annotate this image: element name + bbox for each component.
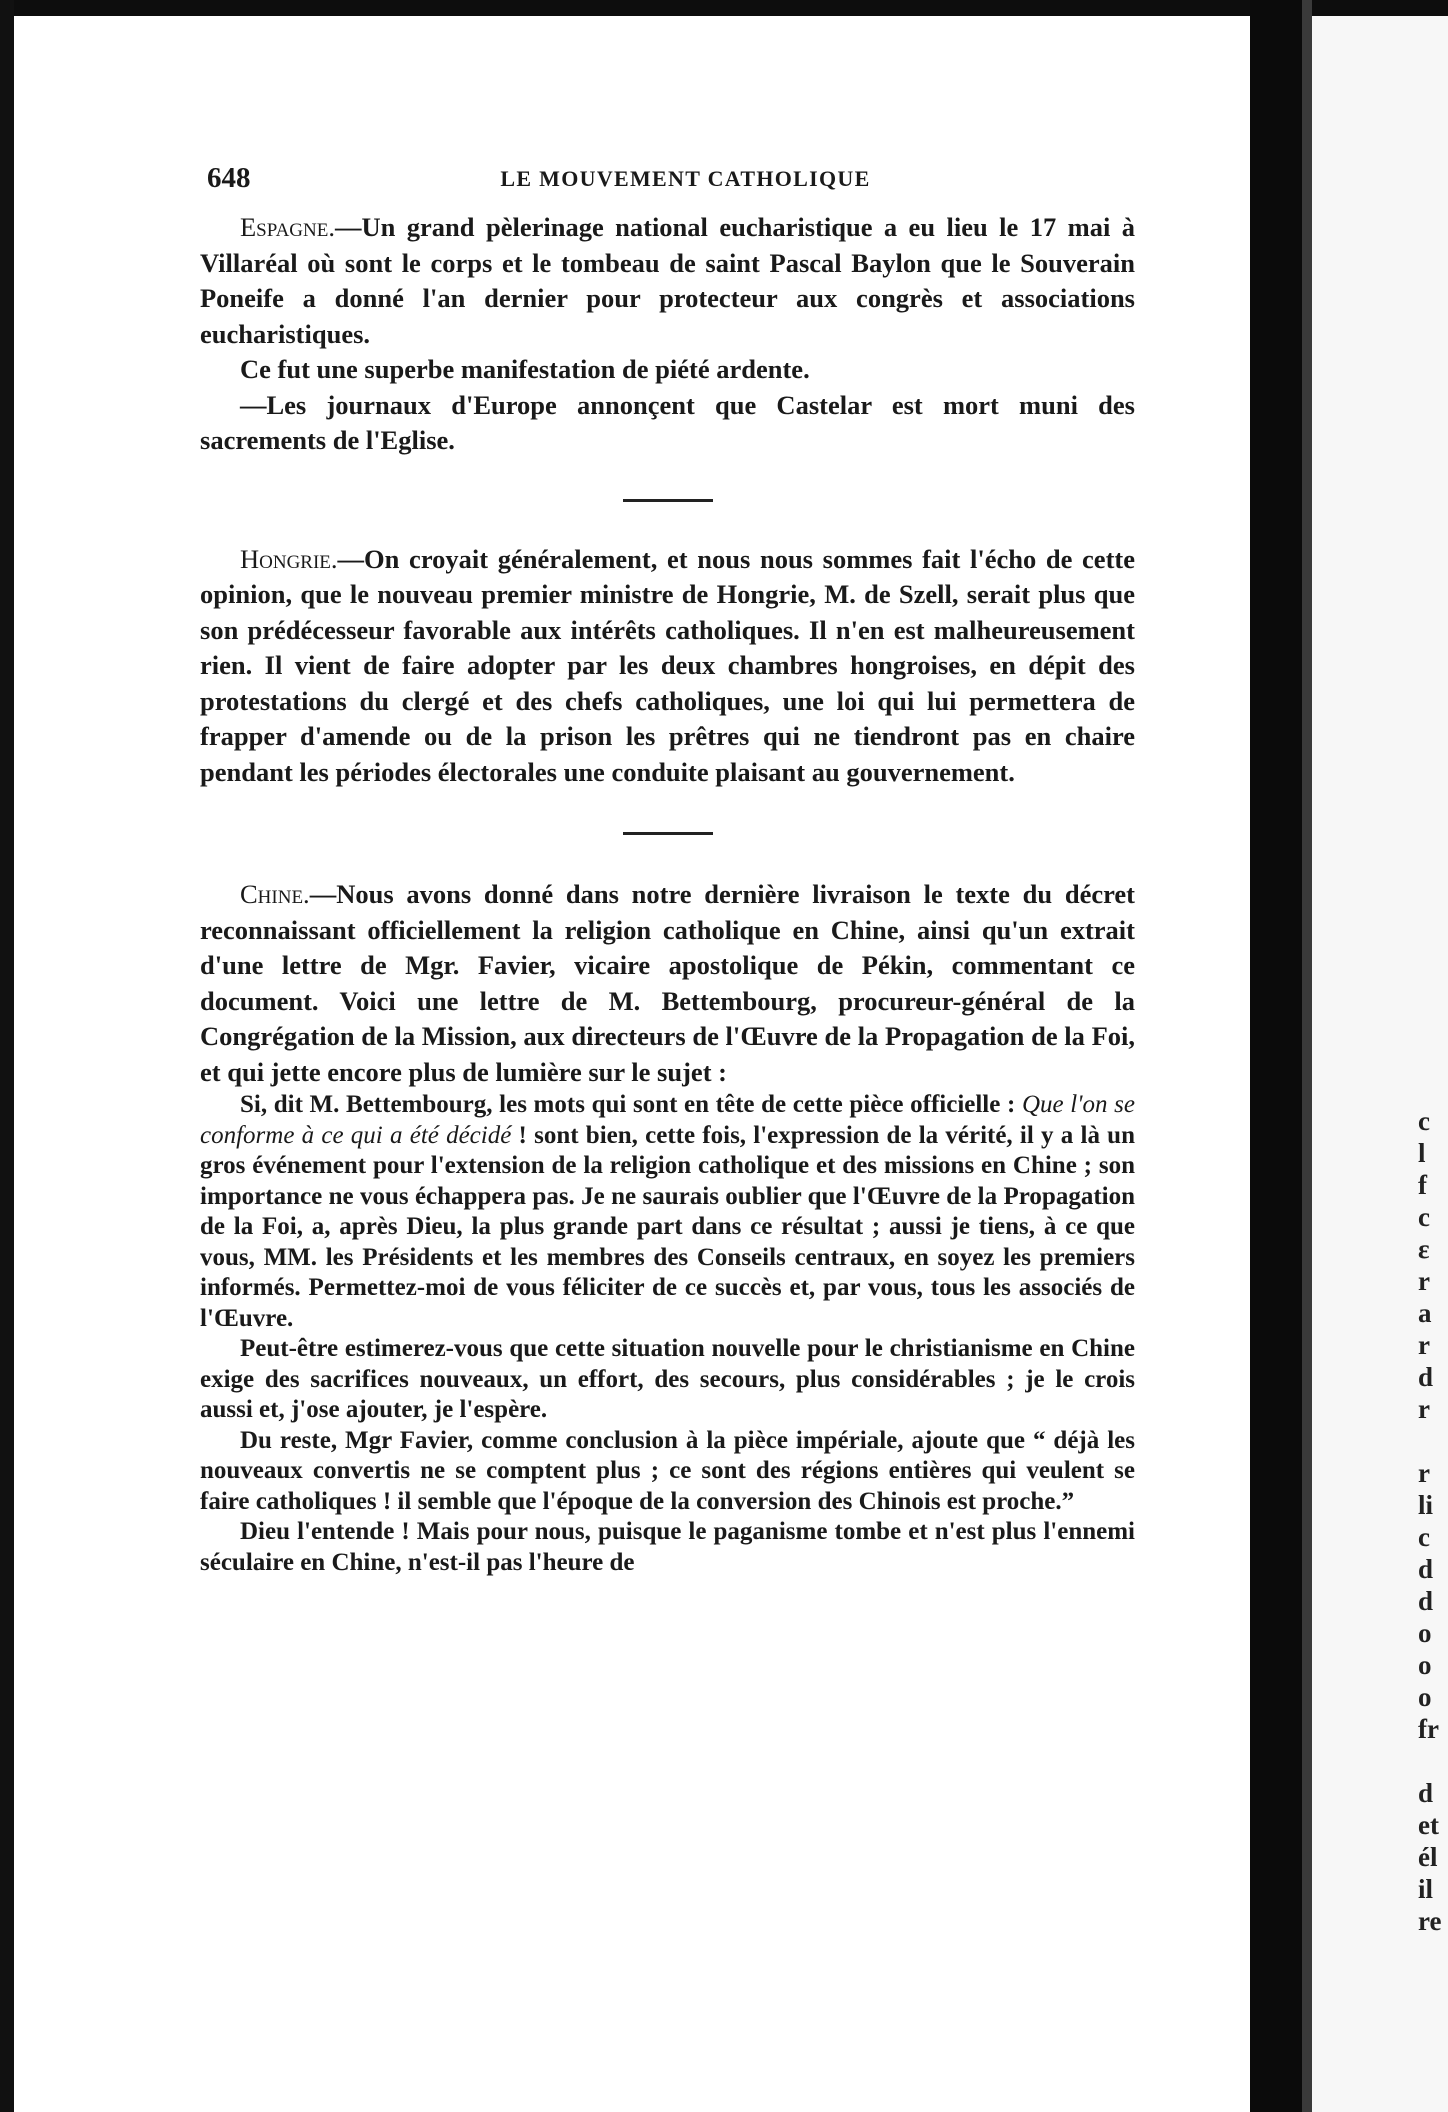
quoted-letter-paragraph-3: Du reste, Mgr Favier, comme conclusion à la pièce impériale, ajoute que “ déjà les nouveaux convertis ne se comptent plus ; ce sont des régions entières qui veulent se faire catholiques ! il semble que l'époque de la conversion des Chinois est proche.” [200, 1426, 1135, 1515]
gutter-edge [1302, 0, 1312, 2112]
facing-page-fragment: r [1418, 1266, 1430, 1296]
section-divider [623, 832, 713, 835]
facing-page-fragment: d [1418, 1554, 1434, 1584]
facing-page-fragment: r [1418, 1330, 1430, 1360]
facing-page-fragment: il [1418, 1874, 1434, 1904]
scan-left-border [0, 0, 14, 2112]
closing-paragraph: Dieu l'entende ! Mais pour nous, puisque le paganisme tombe et n'est plus l'ennemi séculaire en Chine, n'est-il pas l'heure de [200, 1518, 1135, 1576]
facing-page-fragment: re [1418, 1906, 1442, 1936]
section-divider [623, 499, 713, 502]
facing-page-fragment: l [1418, 1138, 1426, 1168]
section-label-chine: Chine. [240, 879, 310, 909]
hongrie-text: —On croyait généralement, et nous nous sommes fait l'écho de cette opinion, que le nouveau premier ministre de Hongrie, M. de Szell, serait plus que son prédécesseur favorable aux intérêts catholiques. Il n'en est malheureusement rien. Il vient de faire adopter par les deux chambres hongroises, en dépit des protestations du clergé et des chefs catholiques, une loi qui lui permettera de frapper d'amende ou de la prison les prêtres qui ne tiendront pas en chaire pendant les périodes électorales une conduite plaisant au gouvernement. [200, 543, 1135, 787]
facing-page-fragment: d [1418, 1778, 1434, 1808]
section-label-espagne: Espagne. [240, 212, 335, 242]
facing-page-fragment: d [1418, 1586, 1434, 1616]
espagne-paragraph-3: —Les journaux d'Europe annonçent que Castelar est mort muni des sacrements de l'Eglise. [200, 389, 1135, 455]
espagne-text: —Un grand pèlerinage national eucharistique a eu lieu le 17 mai à Villaréal où sont le corps et le tombeau de saint Pascal Baylon que le Souverain Poneife a donné l'an dernier pour protecteur aux congrès et associations eucharistiques. [200, 212, 1135, 349]
book-page [200, 160, 1135, 1578]
quoted-letter-paragraph-2: Peut-être estimerez-vous que cette situation nouvelle pour le christianisme en Chine exige des sacrifices nouveaux, un effort, des secours, plus considérables ; je le crois aussi et, j'ose ajouter, je l'espère. [200, 1335, 1135, 1423]
facing-page-fragment: d [1418, 1362, 1434, 1392]
espagne-paragraph-2: Ce fut une superbe manifestation de piété ardente. [240, 354, 810, 384]
quote-text: ! sont bien, cette fois, l'expression de la vérité, il y a là un gros événement pour l'extension de la religion catholique et des missions en Chine ; son importance ne vous échappera pas. Je ne saurais oublier que l'Œuvre de la Propagation de la Foi, a, après Dieu, la plus grande part dans ce résultat ; aussi je tiens, à ce que vous, MM. les Présidents et les membres des Conseils centraux, en soyez les premiers informés. Permettez-moi de vous féliciter de ce succès et, par vous, tous les associés de l'Œuvre. [200, 1121, 1135, 1332]
facing-page-fragment: et [1418, 1810, 1439, 1840]
quoted-letter-paragraph [200, 1090, 1135, 1334]
running-title: LE MOUVEMENT CATHOLIQUE [500, 166, 871, 191]
facing-page-fragment: c [1418, 1522, 1430, 1552]
scan-top-border [0, 0, 1448, 16]
facing-page-fragment: o [1418, 1618, 1432, 1648]
facing-page-fragment: él [1418, 1842, 1438, 1872]
facing-page-fragment: a [1418, 1298, 1432, 1328]
page-number: 648 [207, 162, 251, 194]
chine-text: —Nous avons donné dans notre dernière livraison le texte du décret reconnaissant officiellement la religion catholique en Chine, ainsi qu'un extrait d'une lettre de Mgr. Favier, vicaire apostolique de Pékin, commentant ce document. Voici une lettre de M. Bettembourg, procureur-général de la Congrégation de la Mission, aux directeurs de l'Œuvre de la Propagation de la Foi, et qui jette encore plus de lumière sur le sujet : [200, 879, 1135, 1087]
hongrie-paragraph [200, 542, 1135, 791]
book-gutter [1250, 0, 1302, 2112]
facing-page-fragment: c [1418, 1106, 1430, 1136]
quote-text: Si, dit M. Bettembourg, les mots qui sont en tête de cette pièce officielle : [240, 1091, 1022, 1118]
facing-page-fragment: r [1418, 1394, 1430, 1424]
facing-page-fragment: r [1418, 1458, 1430, 1488]
facing-page-fragment: c [1418, 1202, 1430, 1232]
facing-page-fragment: fr [1418, 1714, 1439, 1744]
running-head [200, 160, 1135, 210]
facing-page-fragment: o [1418, 1682, 1432, 1712]
section-label-hongrie: Hongrie. [240, 543, 338, 574]
espagne-paragraph [200, 210, 1135, 352]
facing-page-fragment: li [1418, 1490, 1434, 1520]
chine-paragraph [200, 877, 1135, 1090]
quote-italic: Que l'on se conforme à ce qui a été décidé [200, 1091, 1135, 1149]
facing-page-fragment: f [1418, 1170, 1427, 1200]
facing-page-fragment: ε [1418, 1234, 1430, 1264]
facing-page-fragment: o [1418, 1650, 1432, 1680]
